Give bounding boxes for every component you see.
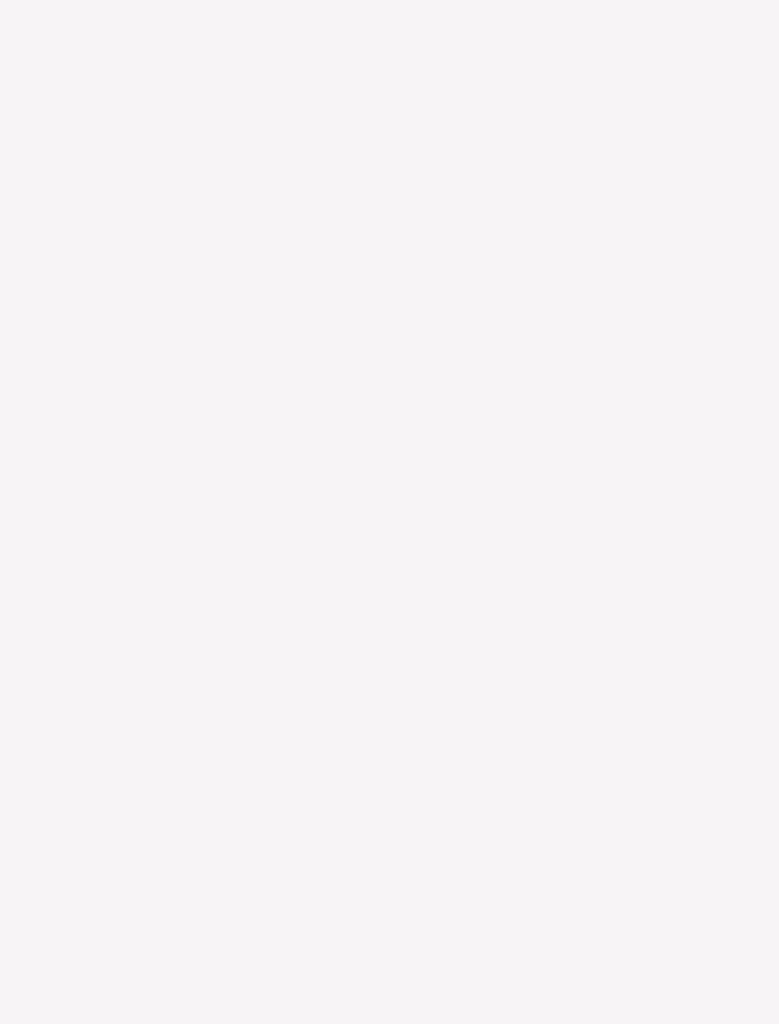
- magazine-logo: [640, 988, 730, 1010]
